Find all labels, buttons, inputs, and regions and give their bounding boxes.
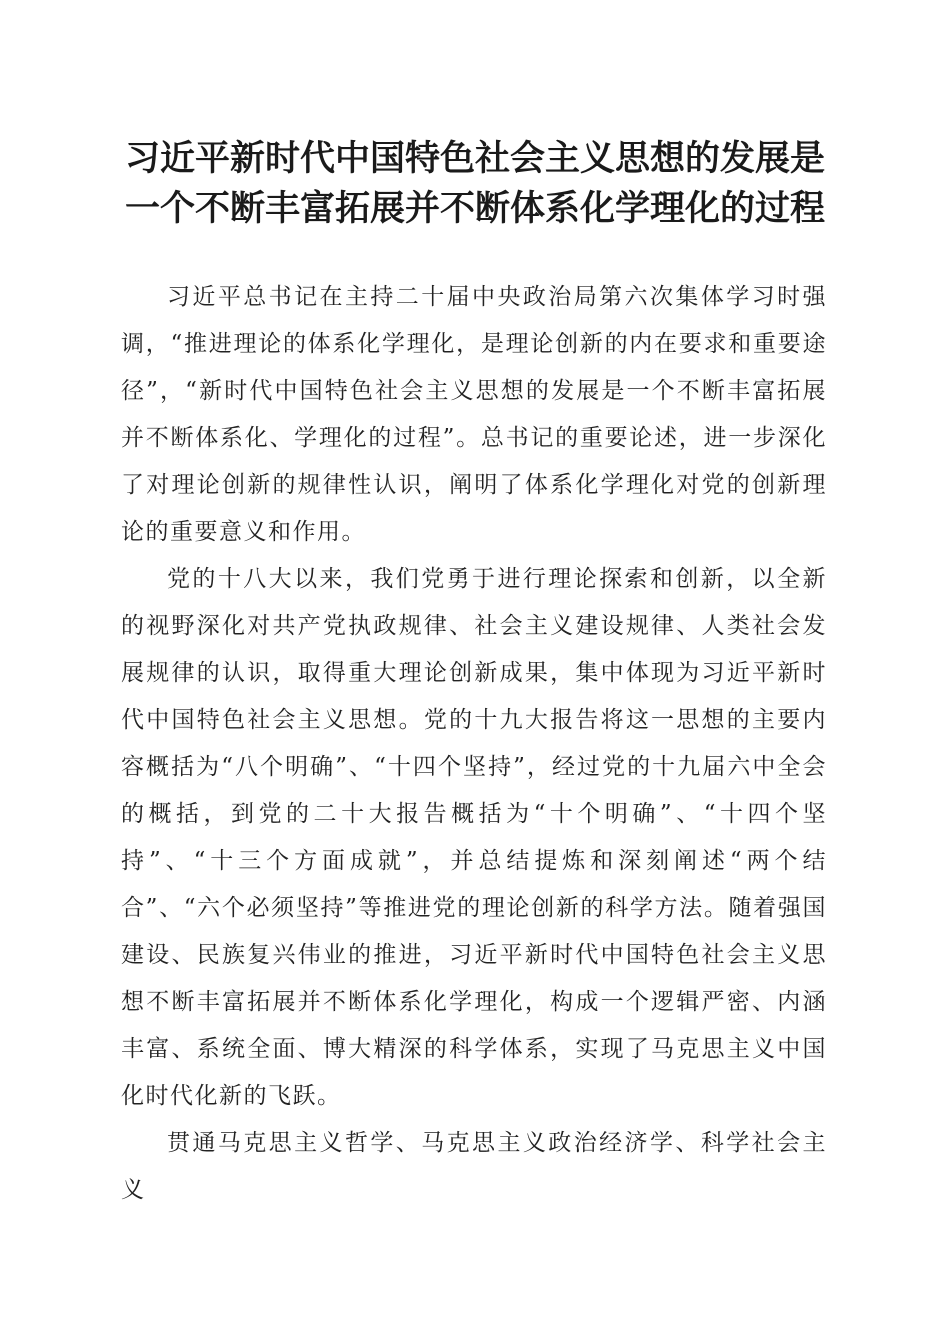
paragraph-2: 党的十八大以来，我们党勇于进行理论探索和创新，以全新的视野深化对共产党执政规律、社会主义建设规律、人类社会发展规律的认识，取得重大理论创新成果，集中体现为习近平新时代中国特色社会主义思想。党的十九大报告将这一思想的主要内容概括为“八个明确”、“十四个坚持”，经过党的十九届六中全会的概括，到党的二十大报告概括为“十个明确”、“十四个坚持”、“十三个方面成就”，并总结提炼和深刻阐述“两个结合”、“六个必须坚持”等推进党的理论创新的科学方法。随着强国建设、民族复兴伟业的推进，习近平新时代中国特色社会主义思想不断丰富拓展并不断体系化学理化，构成一个逻辑严密、内涵丰富、系统全面、博大精深的科学体系，实现了马克思主义中国化时代化新的飞跃。: [121, 566, 827, 1109]
paragraph-1: 习近平总书记在主持二十届中央政治局第六次集体学习时强调，“推进理论的体系化学理化，是理论创新的内在要求和重要途径”，“新时代中国特色社会主义思想的发展是一个不断丰富拓展并不断体系化、学理化的过程”。总书记的重要论述，进一步深化了对理论创新的规律性认识，阐明了体系化学理化对党的创新理论的重要意义和作用。: [121, 284, 827, 545]
title-line-2: 一个不断丰富拓展并不断体系化学理化的过程: [124, 188, 825, 229]
paragraph-3: 贯通马克思主义哲学、马克思主义政治经济学、科学社会主义: [121, 1130, 827, 1203]
document-title: [100, 134, 850, 234]
title-line-1: 习近平新时代中国特色社会主义思想的发展是: [124, 138, 825, 179]
document-body: [121, 274, 827, 1214]
